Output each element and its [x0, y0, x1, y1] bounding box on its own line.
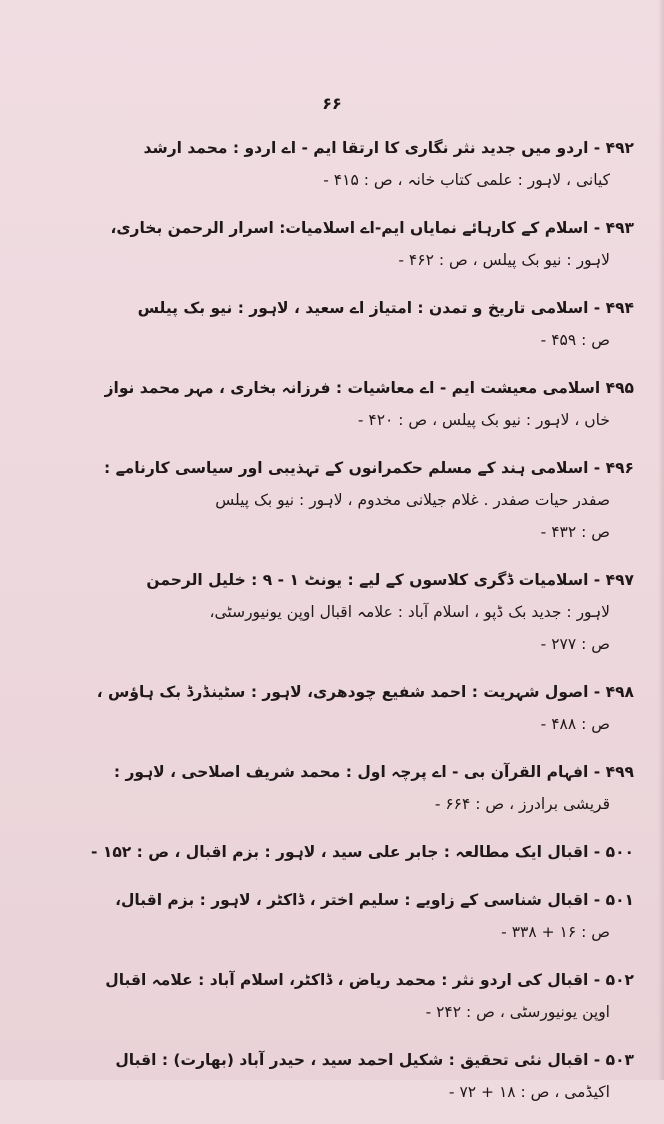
- bibliography-entry: [40, 564, 634, 660]
- page-edge-shadow: [658, 0, 664, 1080]
- entry-line: لاہور : نیو بک پیلس ، ص : ۴۶۲ -: [398, 251, 610, 269]
- entry-line: اوپن یونیورسٹی ، ص : ۲۴۲ -: [425, 1003, 610, 1021]
- bibliography-entry: [40, 836, 634, 868]
- entry-line: ۴۹۴ - اسلامی تاریخ و تمدن : امتیاز اے سعید ، لاہور : نیو بک پیلس: [137, 299, 634, 317]
- entry-line: ص : ۴۵۹ -: [540, 331, 610, 349]
- bibliography-entry: [40, 884, 634, 948]
- entry-line: ۵۰۳ - اقبال نئی تحقیق : شکیل احمد سید ، حیدر آباد (بھارت) : اقبال: [115, 1051, 634, 1069]
- bibliography-entry: [40, 452, 634, 548]
- bibliography-entry: [40, 132, 634, 196]
- bibliography-entry: [40, 292, 634, 356]
- entry-line: خاں ، لاہور : نیو بک پیلس ، ص : ۴۲۰ -: [357, 411, 610, 429]
- bibliography-entry: [40, 1044, 634, 1108]
- entry-line: صفدر حیات صفدر . غلام جیلانی مخدوم ، لاہور : نیو بک پیلس: [215, 491, 610, 509]
- entry-line: ص : ۱۶ + ۳۳۸ -: [501, 923, 610, 941]
- entry-line: ۴۹۲ - اردو میں جدید نثر نگاری کا ارتقا ایم - اے اردو : محمد ارشد: [143, 139, 634, 157]
- entry-line: کیانی ، لاہور : علمی کتاب خانہ ، ص : ۴۱۵ -: [323, 171, 610, 189]
- bibliography-entry: [40, 756, 634, 820]
- bibliography-entry: [40, 372, 634, 436]
- bibliography-entry: [40, 676, 634, 740]
- entry-line: اکیڈمی ، ص : ۱۸ + ۷۲ -: [448, 1083, 610, 1101]
- entry-line: ۴۹۶ - اسلامی ہند کے مسلم حکمرانوں کے تہذیبی اور سیاسی کارنامے :: [103, 459, 634, 477]
- entry-line: ۴۹۸ - اصول شہریت : احمد شفیع چودھری، لاہور : سٹینڈرڈ بک ہاؤس ،: [96, 683, 634, 701]
- entry-line: ص : ۴۳۲ -: [540, 523, 610, 541]
- entry-line: ۵۰۱ - اقبال شناسی کے زاویے : سلیم اختر ، ڈاکٹر ، لاہور : بزم اقبال،: [115, 891, 634, 909]
- entry-line: ۴۹۷ - اسلامیات ڈگری کلاسوں کے لیے : یونٹ ۱ - ۹ : خلیل الرحمن: [146, 571, 634, 589]
- entry-line: ۵۰۲ - اقبال کی اردو نثر : محمد ریاض ، ڈاکٹر، اسلام آباد : علامہ اقبال: [105, 971, 634, 989]
- entry-line: ۴۹۳ - اسلام کے کارہائے نمایاں ایم-اے اسلامیات: اسرار الرحمن بخاری،: [110, 219, 634, 237]
- entry-line: ۴۹۹ - افہام القرآن بی - اے پرچہ اول : محمد شریف اصلاحی ، لاہور :: [113, 763, 634, 781]
- entry-line: ص : ۴۸۸ -: [540, 715, 610, 733]
- entry-line: ۵۰۰ - اقبال ایک مطالعہ : جابر علی سید ، لاہور : بزم اقبال ، ص : ۱۵۲ -: [91, 843, 634, 861]
- bibliography-entry: [40, 212, 634, 276]
- bibliography-entry: [40, 964, 634, 1028]
- entry-line: لاہور : جدید بک ڈپو ، اسلام آباد : علامہ اقبال اوپن یونیورسٹی،: [209, 603, 610, 621]
- page-number: ۶۶: [322, 94, 342, 113]
- bibliography-list: [40, 132, 634, 1124]
- entry-line: ص : ۲۷۷ -: [540, 635, 610, 653]
- entry-line: ۴۹۵ اسلامی معیشت ایم - اے معاشیات : فرزانہ بخاری ، مہر محمد نواز: [104, 379, 634, 397]
- entry-line: قریشی برادرز ، ص : ۶۶۴ -: [434, 795, 610, 813]
